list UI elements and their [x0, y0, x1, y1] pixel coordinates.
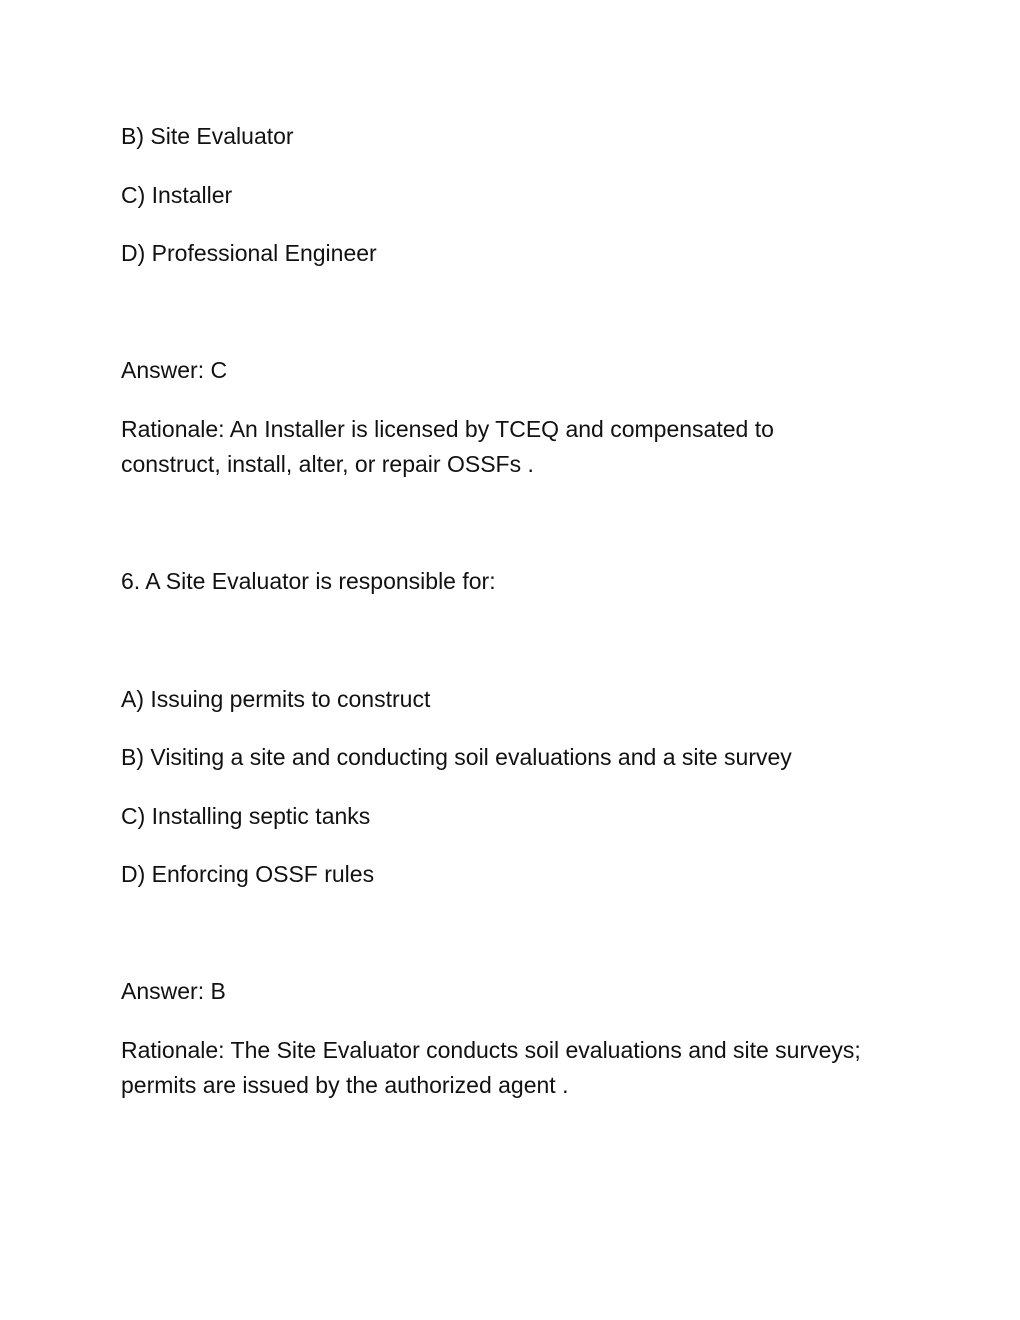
- q6-option-c: C) Installing septic tanks: [121, 803, 371, 829]
- q6-answer: Answer: B: [121, 978, 226, 1004]
- q5-rationale-line-2: construct, install, alter, or repair OSSFs .: [121, 451, 534, 477]
- q5-answer: Answer: C: [121, 357, 228, 383]
- q6-question: 6. A Site Evaluator is responsible for:: [121, 568, 496, 594]
- q5-option-b: B) Site Evaluator: [121, 123, 294, 149]
- q6-option-b: B) Visiting a site and conducting soil evaluations and a site survey: [121, 744, 792, 770]
- q5-option-d: D) Professional Engineer: [121, 240, 377, 266]
- q6-option-a: A) Issuing permits to construct: [121, 686, 431, 712]
- q5-option-c: C) Installer: [121, 182, 233, 208]
- q6-rationale-line-1: Rationale: The Site Evaluator conducts soil evaluations and site surveys;: [121, 1037, 861, 1063]
- q6-rationale-line-2: permits are issued by the authorized agent .: [121, 1072, 569, 1098]
- q5-rationale-line-1: Rationale: An Installer is licensed by TCEQ and compensated to: [121, 416, 774, 442]
- q6-option-d: D) Enforcing OSSF rules: [121, 861, 375, 887]
